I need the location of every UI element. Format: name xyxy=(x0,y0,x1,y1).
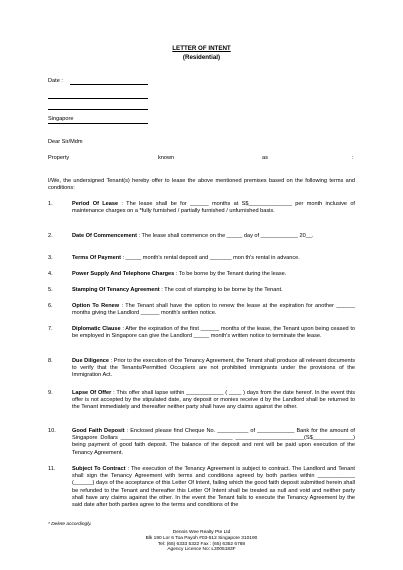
item-text: : Enclosed please find Cheque No. __________ of ____________ Bank for the amount of Singapore Dollars ____________________________________ ______________________(S$_____________) being payment of good faith deposit. The balance of the deposit and rent will be paid upon execution of the Tenancy Agreement. xyxy=(72,428,355,456)
company-licence: Agency Licence No: L3005183F xyxy=(167,547,236,553)
item-heading: Good Faith Deposit xyxy=(72,428,125,434)
date-line xyxy=(70,84,148,85)
list-item xyxy=(72,466,355,509)
item-heading: Lapse Of Offer xyxy=(72,390,112,396)
list-item xyxy=(72,233,355,240)
item-number: 2. xyxy=(48,233,53,239)
item-heading: Date Of Commencement xyxy=(72,233,137,239)
footnote: * Delete accordingly. xyxy=(48,522,92,527)
item-number: 10. xyxy=(48,428,56,434)
property-colon: : xyxy=(352,155,354,161)
known-label: known xyxy=(158,155,175,161)
item-number: 3. xyxy=(48,255,53,261)
address-line-1 xyxy=(48,98,148,99)
item-heading: Due Diligence xyxy=(72,358,110,364)
document-title: LETTER OF INTENT xyxy=(172,45,231,52)
item-text: : After the expiration of the first ______ months of the lease, the Tenant upon being ceased to be employed in Singapore can give the Landlord _____ month's written notice to terminate the lease. xyxy=(72,326,356,340)
property-label: Property xyxy=(48,155,70,161)
address-city-line xyxy=(48,123,148,124)
item-text: : The Tenant shall have the option to renew the lease at the expiration for another ______ months giving the Landlord ______ month's written notice. xyxy=(72,303,355,317)
address-city: Singapore xyxy=(48,116,74,122)
item-number: 8. xyxy=(48,358,53,364)
item-number: 5. xyxy=(48,287,53,293)
item-heading: Subject To Contract xyxy=(72,466,126,472)
company-address: Blk 190 Lor 6 Toa Payoh #03-512 Singapore 310190 xyxy=(145,535,258,541)
document-subtitle: (Residential) xyxy=(182,54,221,61)
item-heading: Period Of Lease xyxy=(72,201,119,207)
item-text: : To be borne by the Tenant during the lease. xyxy=(175,271,287,277)
list-item xyxy=(72,326,355,340)
item-text: : Prior to the execution of the Tenancy Agreement, the Tenant shall produce all relevant documents to verify that the Tenants/Permitted Occupiers are not prohibited immigrants under the provisions of the Immigration Act. xyxy=(72,358,355,379)
item-number: 4. xyxy=(48,271,53,277)
list-item xyxy=(72,428,355,457)
item-number: 6. xyxy=(48,303,53,309)
item-text: : The lease shall commence on the _____ day of ____________ 20__. xyxy=(138,233,314,239)
salutation: Dear Sir/Mdm xyxy=(48,139,83,145)
list-item xyxy=(72,390,355,412)
intro-paragraph: I/We, the undersigned Tenant(s) hereby offer to lease the above mentioned premises based on the following terms and conditions: xyxy=(48,178,355,192)
list-item xyxy=(72,201,355,215)
date-label: Date : xyxy=(48,78,63,84)
company-footer xyxy=(0,530,403,553)
list-item xyxy=(72,255,355,262)
item-heading: Power Supply And Telephone Charges xyxy=(72,271,175,277)
item-number: 11. xyxy=(48,466,56,472)
item-heading: Stamping Of Tenancy Agreement xyxy=(72,287,160,293)
item-number: 9. xyxy=(48,390,53,396)
address-line-2 xyxy=(48,109,148,110)
company-phone: Tel: (65) 6333 5322 Fax : (65) 6352 6788 xyxy=(157,541,246,547)
item-number: 7. xyxy=(48,326,53,332)
list-item xyxy=(72,303,355,317)
list-item xyxy=(72,287,355,294)
company-name: Dennis Wee Realty Pte Ltd xyxy=(172,530,231,535)
item-number: 1. xyxy=(48,201,53,207)
item-text: : _____ month's rental deposit and _______ mon th's rental in advance. xyxy=(122,255,300,261)
item-text: : The lease shall be for ______ months at S$______________ per month inclusive of maintenance charges on a *fully furnished / partially furnished / unfurnished basis. xyxy=(72,201,355,215)
item-text: : This offer shall lapse within ____________ ( ____ ) days from the date hereof. In the event this offer is not accepted by the stipulated date, any deposit or monies receive d by the Landlord shall be returned to the Tenant immediately and thereafter neither party shall have any claims against the other. xyxy=(72,390,355,411)
item-heading: Option To Renew xyxy=(72,303,120,309)
item-text: : The execution of the Tenancy Agreement is subject to contract. The Landlord and Tenant shall sign the Tenancy Agreement with terms and conditions agreed by both parties within ____________ (______) days of the acceptance of this Letter Of Intent, failing which the good faith deposit submitted herein shall be refunded to the Tenant and thereafter this Letter Of Intent shall be treated as null and void and neither party shall have any claims against the other. In the event the Tenant fails to execute the Tenancy Agreement by the said date after both parties agree to the terms and conditions of the xyxy=(72,466,355,509)
item-text: : The cost of stamping to be borne by the Tenant. xyxy=(161,287,283,293)
item-heading: Diplomatic Clause xyxy=(72,326,121,332)
as-label: as xyxy=(262,155,268,161)
item-heading: Terms Of Payment xyxy=(72,255,122,261)
list-item xyxy=(72,358,355,380)
list-item xyxy=(72,271,355,278)
